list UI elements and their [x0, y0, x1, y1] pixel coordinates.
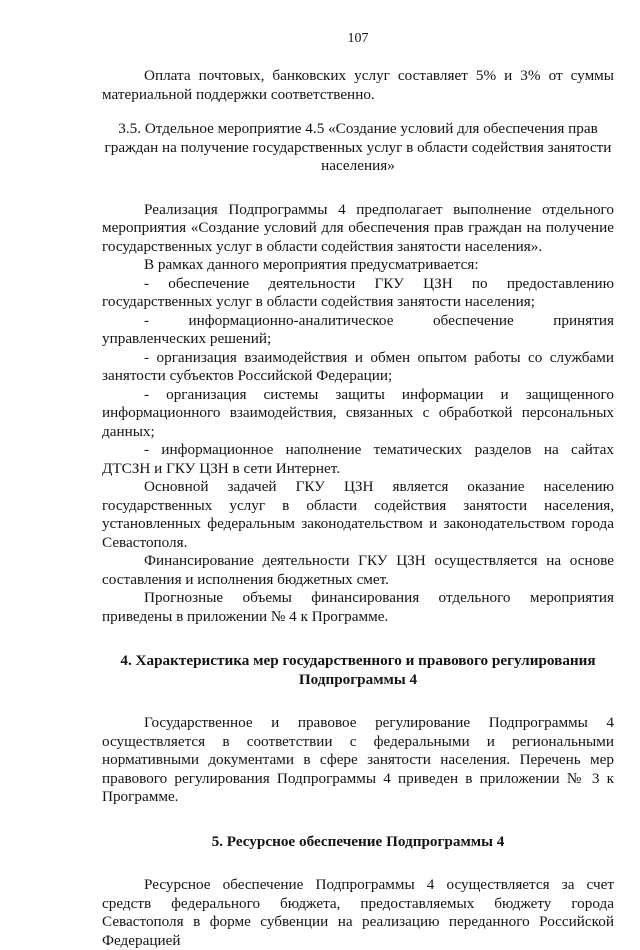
bullet-item: - информационно-аналитическое обеспечение принятия управленческих решений; [102, 311, 614, 347]
spacer [102, 807, 614, 833]
document-page [102, 30, 614, 950]
bullet-item: - информационное наполнение тематических разделов на сайтах ДТСЗН и ГКУ ЦЗН в сети Интернет. [102, 441, 614, 477]
page-number: 107 [347, 31, 369, 46]
bullet-item: - организация взаимодействия и обмен опытом работы со службами занятости субъектов Российской Федерации; [102, 348, 614, 384]
section-4-heading: 4. Характеристика мер государственного и правового регулирования Подпрограммы 4 [120, 652, 596, 688]
paragraph-financing: Финансирование деятельности ГКУ ЦЗН осуществляется на основе составления и исполнения бюджетных смет. [102, 552, 614, 588]
paragraph-forecast-volumes: Прогнозные объемы финансирования отдельного мероприятия приведены в приложении № 4 к Программе. [102, 589, 614, 625]
spacer [102, 104, 614, 120]
paragraph-regulation: Государственное и правовое регулирование Подпрограммы 4 осуществляется в соответствии с федеральными и региональными нормативными документами в сфере занятости населения. Перечень мер правового регулирования Подпрограммы 4 приведен в приложении № 3 к Программе. [102, 714, 614, 805]
section-5-heading: 5. Ресурсное обеспечение Подпрограммы 4 [211, 832, 505, 850]
spacer [102, 176, 614, 201]
section-3-5-heading: 3.5. Отдельное мероприятие 4.5 «Создание условий для обеспечения прав граждан на получение государственных услуг в области содействия занятости населения» [104, 120, 612, 174]
bullet-item: - организация системы защиты информации и защищенного информационного взаимодействия, связанных с обработкой персональных данных; [102, 385, 614, 440]
spacer [102, 689, 614, 714]
bullet-item: - обеспечение деятельности ГКУ ЦЗН по предоставлению государственных услуг в области содействия занятости населения; [102, 274, 614, 310]
paragraph-main-task: Основной задачей ГКУ ЦЗН является оказание населению государственных услуг в области содействия занятости населения, установленных федеральным законодательством и законодательством города Севастополя. [102, 478, 614, 551]
spacer [102, 851, 614, 876]
paragraph-resources: Ресурсное обеспечение Подпрограммы 4 осуществляется за счет средств федерального бюджета, предоставляемых бюджету города Севастополя в форме субвенции на реализацию переданного Российской Федерацией [102, 876, 614, 949]
paragraph-postal-fees: Оплата почтовых, банковских услуг составляет 5% и 3% от суммы материальной поддержки соответственно. [102, 67, 614, 103]
spacer [102, 626, 614, 652]
paragraph-measures-intro: В рамках данного мероприятия предусматривается: [144, 256, 479, 273]
paragraph-implementation: Реализация Подпрограммы 4 предполагает выполнение отдельного мероприятия «Создание условий для обеспечения прав граждан на получение государственных услуг в области содействия занятости населения». [102, 200, 614, 255]
